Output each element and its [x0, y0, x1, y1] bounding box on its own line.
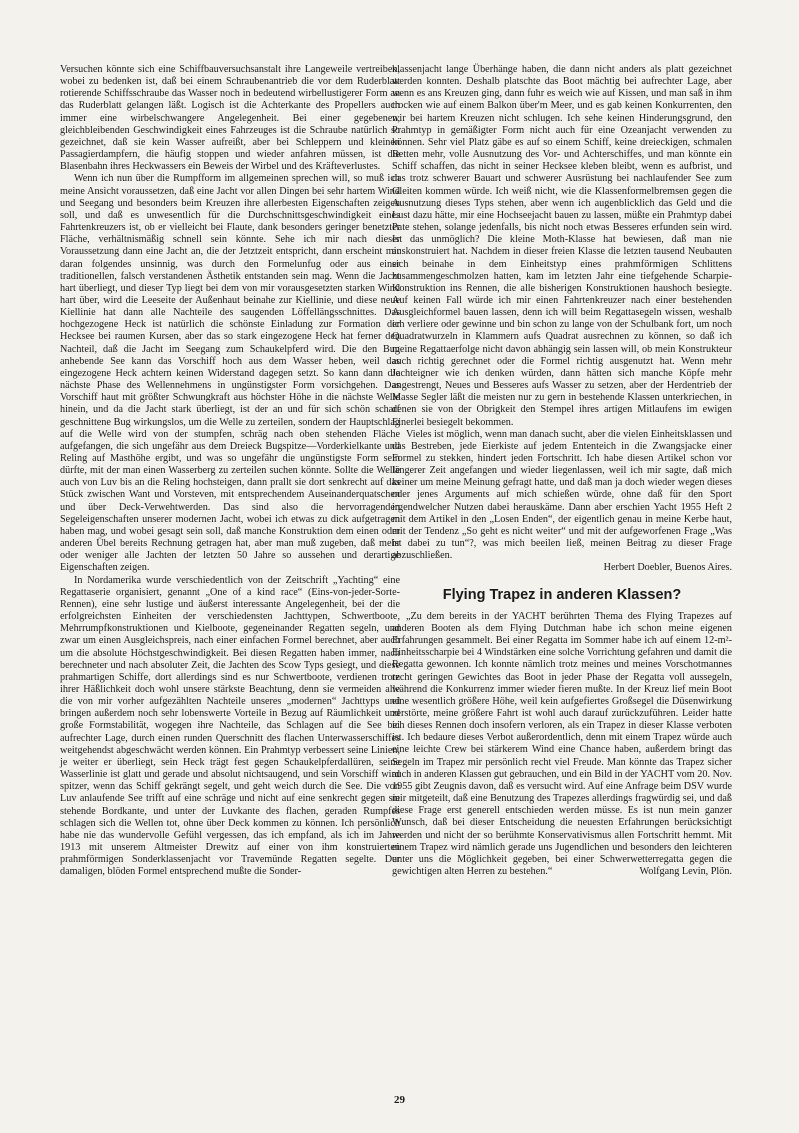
- page-number: 29: [394, 1094, 405, 1106]
- author-signature: Herbert Doebler, Buenos Aires.: [603, 562, 732, 574]
- paragraph: In Nordamerika wurde verschiedentlich von der Zeitschrift „Yachting“ eine Regattaserie organisiert, genannt „One of a kind race“ (Eins-von-jeder-Sorte-Rennen), eine sehr lustige und äußerst interessante Angelegenheit, bei der die erfolgreichsten Einheiten der verschiedensten Jachttypen, Schwertboote, Mehrrumpfkonstruktionen und Kielboote, gegeneinander Regatten segeln, und zwar um einen Ausgleichspreis, nach einer einfachen Formel berechnet, aber auch um die absolute Höchstgeschwindigkeit. Bei diesen Regatten haben immer, nach berechneter und nach absoluter Zeit, die Jachten des Scow Typs gesiegt, und diese prahmartigen Schiffe, dort allerdings sind es nur Schwertboote, verdienen trotz ihrer Häßlichkeit doch wohl unsere stärkste Beachtung, denn sie vermeiden alle die von mir vorher aufgezählten Nachteile unseres „modernen“ Jachttyps und bringen außerdem noch sehr lobenswerte Vorteile in Bezug auf Räumlichkeit und große Formstabilität, wogegen ihre Nachteile, das Schlagen auf die See bei aufrechter Lage, durch einen runden Querschnitt des flachen Unterwasserschiffes weitgehendst abgeschwächt werden können. Ein Prahmtyp verbessert seine Linien, je weiter er überliegt, sein Heck trägt fest gegen Schaukelpferdallüren, seine Wasserlinie ist glatt und gerade und absolut nichtsaugend, und sein Vorschiff wird spitzer, wenn das Schiff gekrängt segelt, und geht weich durch die See. Die von Luv anlaufende See trifft auf eine schräge und nicht auf eine senkrecht gegen sie stehende Bordkante, und unter der Luvkante des flachen, geraden Rumpfes schlagen sich die Wellen tot, ohne über Deck kommen zu können. Ich persönlich habe nie das wundervolle Gefühl vergessen, das ich empfand, als ich im Jahre 1913 mit unserem Altmeister Drewitz auf einer von ihm konstruierten prahmförmigen Sonderklassenjacht vor Travemünde Regatten segelte. Der damaligen, blöden Formel entsprechend mußte die Sonder-: [60, 574, 400, 878]
- article-text: „Zu dem bereits in der YACHT berührten Thema des Flying Trapezes auf anderen Booten als dem Flying Dutchman habe ich schon meine eigenen Erfahrungen gesammelt. Bei einer Regatta im Sommer habe ich auf einem 12-m²-Einheitsscharpie bei 4 Windstärken eine solche Vorrichtung gefahren und damit die Regatta gewonnen. Ich konnte nämlich trotz meines und meines Vorschotmannes recht geringen Gewichtes das Boot in jeder Phase der Regatta voll aussegeln, während die Konkurrenz immer wieder fieren mußte. In der Kreuz lief mein Boot eine wesentlich größere Höhe, weil kein aufgefiertes Großsegel die Düsenwirkung zerstörte, meine größere Fahrt ist wohl auch darauf zurückzuführen. Leider hatte ich dieses Rennen doch insofern verloren, als ein Trapez in dieser Klasse verboten ist. Ich bedaure dieses Verbot außerordentlich, denn mit einem Trapez würde auch eine leichte Crew bei stärkerem Wind eine Chance haben, außerdem bringt das Segeln im Trapez mir persönlich recht viel Freude. Man könnte das Trapez sicher auch in anderen Klassen gut gebrauchen, und ein Bild in der YACHT vom 20. Nov. 1955 gibt Zeugnis davon, daß es versucht wird. Auf eine Anfrage beim DSV wurde mir mitgeteilt, daß eine Benutzung des Trapezes allerdings fragwürdig sei, und daß diese Frage erst generell entschieden werden müsse. Es ist nun mein ganzer Wunsch, daß bei dieser Entscheidung die neuesten Erfahrungen berücksichtigt werden und nicht der so berühmte Konservativismus allen Fortschritt hemmt. Mit einem Trapez wird nämlich gerade uns Jugendlichen und besonders den leichteren unter uns die Möglichkeit gegeben, bei einer Schwerwetterregatta gegen die gewichtigen alten Herren zu bestehen.“: [392, 610, 732, 877]
- right-column: [392, 64, 732, 878]
- paragraph: Vieles ist möglich, wenn man danach sucht, aber die vielen Einheitsklassen und das Bestreben, jede Eierkiste auf jedem Ententeich in die Zwangsjacke einer Formel zu stekken, hindert jeden Fortschritt. Ich habe diesen Artikel schon vor längerer Zeit angefangen und wieder liegenlassen, weil ich mir sagte, daß mich keiner um meine Meinung gefragt hatte, und daß man ja doch wieder wegen dieses oder jenes Arguments auf mich schießen würde, ohne daß für den Sport irgendwelcher Nutzen dabei herauskäme. Dann aber erschien Yacht 1955 Heft 2 mit dem Artikel in den „Losen Enden“, der eigentlich genau in meine Kerbe haut, mit der Tendenz „So geht es nicht weiter“ und mit der aufgeworfenen Frage „Was ist dabei zu tun“?, was mich beeilen ließ, meinen Beitrag zu dieser Frage abzuschließen.: [392, 428, 732, 562]
- author-signature: Wolfgang Levin, Plön.: [639, 866, 732, 877]
- article-heading: Flying Trapez in anderen Klassen?: [442, 586, 682, 603]
- paragraph: Versuchen könnte sich eine Schiffbauversuchsanstalt ihre Langeweile vertreiben, wobei zu bedenken ist, daß bei einem Schraubenantrieb die vor dem Ruderblatt rotierende Schiffsschraube das Wasser noch in bedeutend wirbellustigerer Form an das Ruderblatt gelangen läßt. Logisch ist die Achterkante des Propellers auch immer eine wirbelschwangere Angelegenheit. Bei einer gegebenen, gleichbleibenden Geschwindigkeit eines Fahrzeuges ist die Schraube natürlich so gezeichnet, daß sie kein Wasser aufreißt, aber bei Schleppern und kleinen Passagierdampfern, die häufig stoppen und wieder anfahren müssen, ist die Blasenbahn ihres Heckwassers ein Beweis der Wirbel und des Kräfteverlustes.: [60, 64, 400, 173]
- paragraph: klassenjacht lange Überhänge haben, die dann nicht anders als platt gezeichnet werden konnten. Deshalb platschte das Boot mächtig bei aufrechter Lage, aber wenn es ans Kreuzen ging, dann fuhr es weich wie auf Kissen, und man saß in ihm trocken wie auf einem Balkon über'm Meer, und es gab keinen Konkurrenten, den wir bei hartem Kreuzen nicht schlugen. Ich sehe keinen Hinderungsgrund, den Prahmtyp in gemäßigter Form nicht auch für eine Ozeanjacht verwenden zu können. Sehr viel Platz gäbe es auf so einem Schiff, keine dreieckigen, schmalen Betten mehr, volle Ausnutzung des Vor- und Achterschiffes, und man könnte ein Schiff schaffen, das nicht in seiner Hecksee kleben bleibt, wenn es aufbrist, und das trotz schwerer Bauart und schwerer Ausrüstung bei nachlaufender See zum Gleiten kommen würde. Ich weiß nicht, wie die Klassenformelbremsen gegen die Ausnutzung dieses Typs stehen, aber wenn ich augenblicklich das Geld und die Lust dazu hätte, mir eine Hochseejacht bauen zu lassen, müßte ein Prahmtyp dabei Pate stehen, solange jedenfalls, bis nicht noch etwas Besseres erfunden sein wird. Ist das unmöglich? Die kleine Moth-Klasse hat bewiesen, daß man nie auskonstruiert hat. Nachdem in dieser freien Klasse die letzten tausend Neubauten sich beinahe in dem Einheitstyp eines prahmförmigen Schlittens zusammengeschmolzen hatten, kam im letzten Jahr eine tiefgehende Scharpie-Konstruktion ins Rennen, die alle bisherigen Konstruktionen haushoch besiegte. Auf keinen Fall würde ich mir einen Fahrtenkreuzer nach einer bestehenden Ausgleichformel bauen lassen, denn ich will beim Regattasegeln wissen, weshalb ich verliere oder gewinne und bin schon zu lange von der Schulbank fort, um noch Quadratwurzeln in Klammern aufs Quadrat ausrechnen zu können, so daß ich meine Regattaerfolge nicht davon abhängig sein lassen will, ob mein Konstrukteur auch richtig gerechnet oder die Formel richtig ausgenutzt hat. Wenn mehr Jachteigner wie ich denken würden, dann hätten sich manche Köpfe mehr angestrengt, Neues und Besseres aufs Wasser zu setzen, aber der Herdentrieb der Masse Segler läßt die meisten nur zu gern in bestehende Klassen unterkriechen, in denen sie von der Obrigkeit den Stempel ihres artigen Mitlaufens im ewigen Einerlei besiegelt bekommen.: [392, 64, 732, 428]
- paragraph: Wenn ich nun über die Rumpfform im allgemeinen sprechen will, so muß ich meine Ansicht voraussetzen, daß eine Jacht vor allen Dingen bei sehr hartem Wind und Seegang und besonders beim Kreuzen ihre allerbesten Eigenschaften zeigen soll, und daß es unwesentlich für die Durchschnittsgeschwindigkeit eines Fahrtenkreuzers ist, ob er vielleicht bei Flaute, dank besonders geringer benetzter Fläche, verhältnismäßig schnell sein könnte. Sehe ich mir nach dieser Voraussetzung dann eine Jacht an, die der Jetztzeit entspricht, dann erscheint mir daran folgendes unsinnig, was durch den Formelunfug oder aus einer traditionellen, falsch verstandenen Ästhetik entstanden sein mag. Wenn die Jacht hart überliegt, und dieser Typ liegt bei dem von mir vorausgesetzten starken Wind hart über, wird die Leeseite der Außenhaut beinahe zur Kiellinie, und diese neue Kiellinie hat dann alle Nachteile des saugenden Löffellängsschnittes. Das hochgezogene Heck ist natürlich die schönste Einladung zur Formation der Hecksee bei raumen Kursen, aber das so stark eingezogene Heck hat ferner den Nachteil, daß die Jacht im Seegang zum Schaukelpferd wird. Die den Bug anhebende See kann das Vorschiff hoch aus dem Wasser heben, weil das eingezogene Heck achtern keinen Widerstand dagegen setzt. So kann dann die nächste Phase des Wellennehmens in ungünstigster Form vorsichgehen. Das Vorschiff haut mit größter Schwungkraft aus höchster Höhe in die nächste Welle hinein, und da die Jacht stark überliegt, ist der an und für sich schön scharf geschnittene Bug wirkungslos, um die Welle zu zerteilen, sondern der Hauptschlag auf die Welle wird von der stumpfen, schräg nach oben stehenden Fläche aufgefangen, die sich ungefähr aus dem Dreieck Bugspitze—Vorderkielkante und Reling auf Masthöhe ergibt, und was so ungefähr die ungünstigste Form sein dürfte, mit der man einen Wasserberg zu zerteilen suchen könnte. Sollte die Welle auch von Luv bis an die Reling hochsteigen, dann prallt sie dort senkrecht auf das Stück zwischen Want und Vorsteven, mit entsprechendem Auseinanderquatschen und über Deck-Verwehtwerden. Das sind also die hervorragenden Segeleigenschaften unserer modernen Jacht, wobei ich etwas zu dick aufgetragen haben mag, und wobei gesagt sein soll, daß manche Konstruktion dem einen oder anderen Übel bereits Rechnung getragen hat, aber man muß zugeben, daß mehr oder weniger alle Jachten der letzten 50 Jahre so aussehen und derartige Eigenschaften zeigen.: [60, 173, 400, 574]
- left-column: [60, 64, 400, 878]
- article-body: [392, 611, 732, 878]
